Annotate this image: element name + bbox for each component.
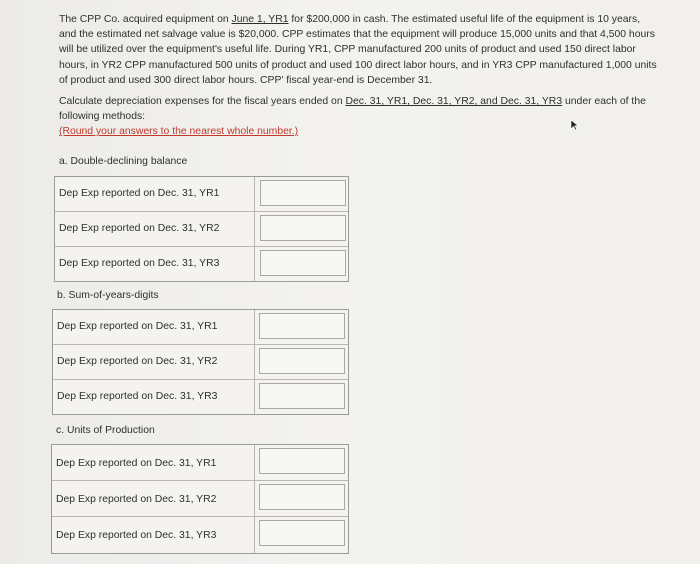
table-row — [52, 517, 348, 552]
syd-yr2-input[interactable] — [259, 348, 345, 374]
syd-yr1-input[interactable] — [259, 313, 345, 339]
table-row — [52, 481, 348, 517]
units-of-production-table — [51, 444, 349, 554]
question-p1-post: for $200,000 in cash. The estimated useful life of the equipment is 10 years, and the estimated net salvage value is $20,000. CPP estimates that the equipment will produce 15,000 units and that 4,500 hours will be utilized over the equipment's useful life. During YR1, CPP manufactured 200 units of product and used 150 direct labor hours, in YR2 CPP manufactured 500 units of product and used 100 direct labor hours, and in YR3 CPP manufactured 1,000 units of product and used 300 direct labor hours. CPP' fiscal year-end is December 31. — [59, 14, 657, 86]
mouse-pointer-icon — [569, 119, 579, 131]
question-p2-post: under each of the following methods: — [59, 96, 646, 123]
double-declining-table — [54, 176, 349, 282]
sum-of-years-table — [52, 309, 349, 415]
uop-yr3-input[interactable] — [259, 520, 345, 546]
syd-yr3-input[interactable] — [259, 383, 345, 409]
section-label-units-of-production: c. Units of Production — [56, 425, 155, 436]
question-paragraph-2 — [59, 94, 659, 140]
row-label-yr3: Dep Exp reported on Dec. 31, YR3 — [56, 530, 217, 541]
row-label-yr1: Dep Exp reported on Dec. 31, YR1 — [56, 458, 217, 469]
uop-yr1-input[interactable] — [259, 448, 345, 474]
ddb-yr2-input[interactable] — [260, 215, 346, 241]
table-row — [53, 345, 348, 380]
row-label-yr2: Dep Exp reported on Dec. 31, YR2 — [56, 494, 217, 505]
row-label-yr2: Dep Exp reported on Dec. 31, YR2 — [57, 356, 218, 367]
table-row — [55, 247, 348, 281]
table-row — [55, 212, 348, 247]
rounding-instruction: (Round your answers to the nearest whole number.) — [59, 126, 299, 138]
row-label-yr1: Dep Exp reported on Dec. 31, YR1 — [57, 321, 218, 332]
table-row — [55, 177, 348, 212]
row-label-yr2: Dep Exp reported on Dec. 31, YR2 — [59, 223, 220, 234]
question-p1-pre: The CPP Co. acquired equipment on — [59, 14, 232, 25]
ddb-yr3-input[interactable] — [260, 250, 346, 276]
table-row — [53, 380, 348, 414]
question-paragraph-1 — [59, 12, 659, 88]
table-row — [53, 310, 348, 345]
section-label-double-declining: a. Double-declining balance — [59, 156, 188, 167]
acquisition-date: June 1, YR1 — [231, 14, 289, 25]
fiscal-dates: Dec. 31, YR1, Dec. 31, YR2, and Dec. 31, YR3 — [345, 96, 563, 108]
table-row — [52, 445, 348, 481]
row-label-yr1: Dep Exp reported on Dec. 31, YR1 — [59, 188, 220, 199]
question-p2-pre: Calculate depreciation expenses for the fiscal years ended on — [59, 96, 346, 108]
uop-yr2-input[interactable] — [259, 484, 345, 510]
section-label-sum-of-years: b. Sum-of-years-digits — [57, 290, 159, 301]
ddb-yr1-input[interactable] — [260, 180, 346, 206]
row-label-yr3: Dep Exp reported on Dec. 31, YR3 — [59, 258, 220, 269]
row-label-yr3: Dep Exp reported on Dec. 31, YR3 — [57, 391, 218, 402]
